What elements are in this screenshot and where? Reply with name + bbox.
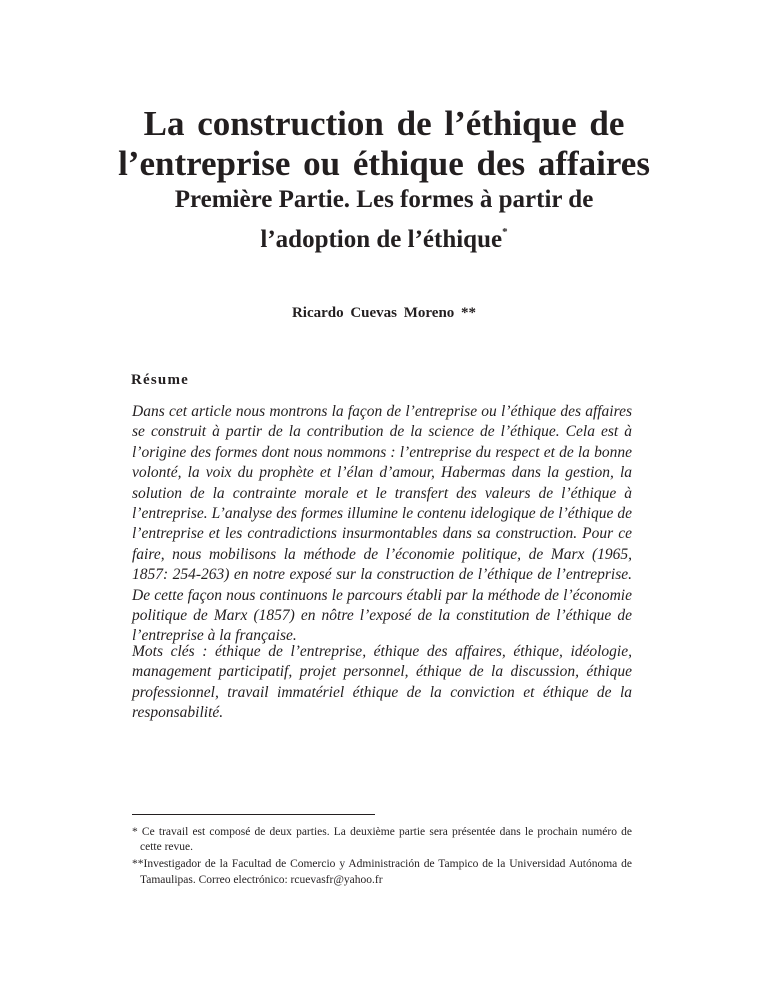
article-title [0,104,768,184]
footnote-divider [132,814,375,815]
article-subtitle-line-2: l’adoption de l’éthique [260,226,503,253]
article-title-line-2: l’entreprise ou éthique des affaires [118,144,650,183]
resume-heading: Résume [131,372,190,388]
footnotes [132,825,632,890]
footnote-marker: * [502,226,508,238]
footnote-1: * Ce travail est composé de deux parties. La deuxième partie sera présentée dans le prochain numéro de cette revue. [132,826,632,854]
keywords-text: Mots clés : éthique de l’entreprise, éthique des affaires, éthique, idéologie, management participatif, projet personnel, éthique de la discussion, éthique professionnel, travail immatériel éthique de la conviction et éthique de la responsabilité. [132,643,632,722]
article-subtitle-line-1: Première Partie. Les formes à partir de [174,186,594,213]
article-subtitle [0,180,768,260]
footnote-2: **Investigador de la Facultad de Comercio y Administración de Tampico de la Universidad Autónoma de Tamaulipas. Correo electrónico: rcuevasfr@yahoo.fr [132,858,632,886]
article-title-line-1: La construction de l’éthique de [143,104,625,143]
author-name: Ricardo Cuevas Moreno ** [291,305,477,321]
abstract-text: Dans cet article nous montrons la façon de l’entreprise ou l’éthique des affaires se construit à partir de la contribution de la science de l’éthique. Cela est à l’origine des formes dont nous nommons : l’entreprise du respect et de la bonne volonté, la voix du prophète et l’élan d’amour, Habermas dans la gestion, la solution de la contrainte morale et le transfert des valeurs de l’éthique à l’entreprise. L’analyse des formes illumine le contenu idelogique de l’éthique de l’entreprise et les contradictions insurmontables dans sa construction. Pour ce faire, nous mobilisons la méthode de l’économie politique, de Marx (1965, 1857: 254-263) en notre exposé sur la construction de l’éthique de l’entreprise. De cette façon nous continuons le parcours établi par la méthode de l’économie politique de Marx (1857) en nôtre l’exposé de la constitution de l’éthique de l’entreprise à la française. [132,403,632,645]
